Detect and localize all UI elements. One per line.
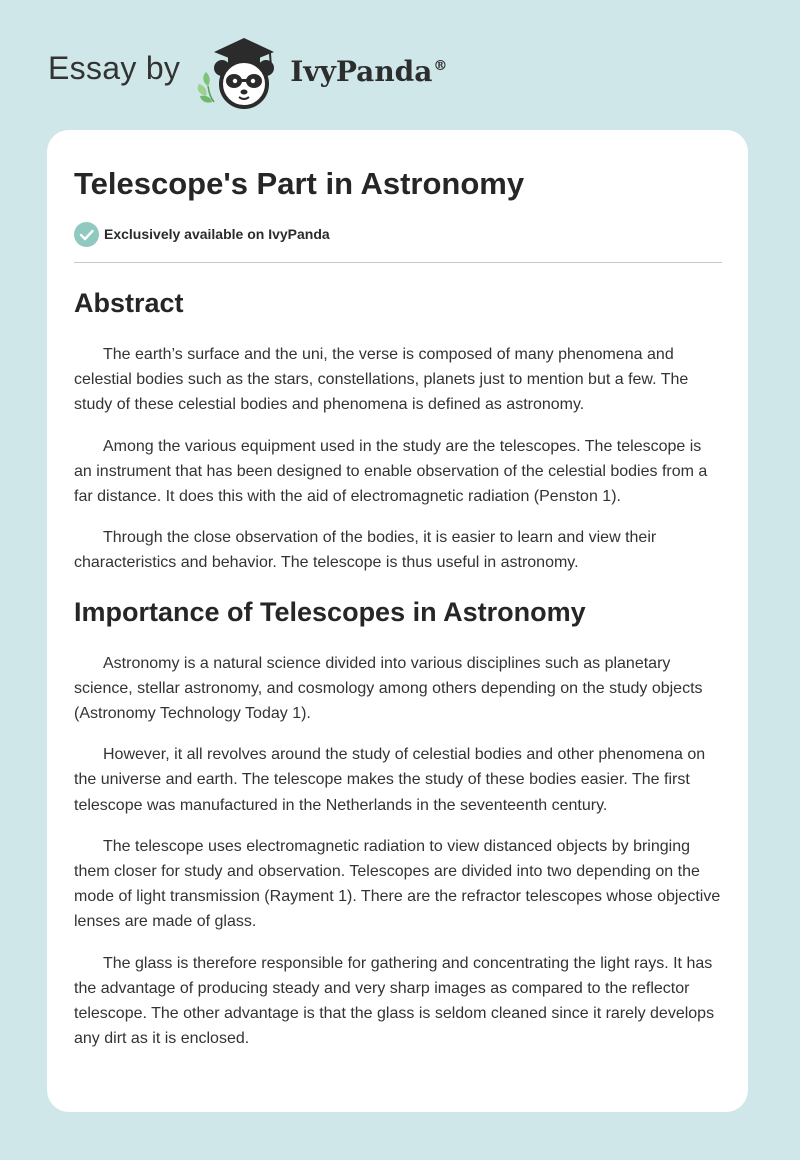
availability-badge <box>74 221 722 247</box>
paragraph: However, it all revolves around the study of celestial bodies and other phenomena on the universe and earth. The telescope makes the study of these bodies easier. The first telescope was manufactured in the Netherlands in the seventeenth century. <box>74 746 706 814</box>
site-header <box>48 30 447 110</box>
check-circle-icon <box>74 222 99 247</box>
section-importance <box>74 594 722 1052</box>
section-abstract <box>74 285 722 576</box>
paragraph: The telescope uses electromagnetic radiation to view distanced objects by bringing them closer for study and observation. Telescopes are divided into two depending on the mode of light transmission (Rayment 1). There are the refractor telescopes whose objective lenses are made of glass. <box>74 837 721 931</box>
badge-text: Exclusively available on IvyPanda <box>104 226 330 242</box>
registered-mark: ® <box>433 58 448 75</box>
paragraph: Through the close observation of the bodies, it is easier to learn and view their characteristics and behavior. The telescope is thus useful in astronomy. <box>74 529 657 572</box>
paragraph: The earth’s surface and the uni, the verse is composed of many phenomena and celestial bodies such as the stars, constellations, planets just to mention but a few. The study of these celestial bodies and phenomena is defined as astronomy. <box>74 346 689 414</box>
section-heading: Abstract <box>74 288 184 318</box>
panda-graduate-logo-icon[interactable] <box>194 30 286 110</box>
essay-card <box>47 130 748 1112</box>
section-heading: Importance of Telescopes in Astronomy <box>74 596 586 627</box>
paragraph: Astronomy is a natural science divided into various disciplines such as planetary science, stellar astronomy, and cosmology among others depending on the study objects (Astronomy Technology Today 1). <box>74 654 703 723</box>
essay-title: Telescope's Part in Astronomy <box>74 166 525 201</box>
title-divider <box>74 262 722 263</box>
brand-prefix: Essay by <box>48 49 181 86</box>
paragraph: Among the various equipment used in the study are the telescopes. The telescope is an instrument that has been designed to enable observation of the celestial bodies from a far distance. It does this with the aid of electromagnetic radiation (Penston 1). <box>74 437 708 506</box>
paragraph: The glass is therefore responsible for gathering and concentrating the light rays. It has the advantage of producing steady and very sharp images as compared to the reflector telescope. The other advantage is that the glass is seldom cleaned since it rarely develops any dirt as it is enclosed. <box>74 954 715 1048</box>
brand-name[interactable]: IvyPanda® <box>290 54 448 88</box>
